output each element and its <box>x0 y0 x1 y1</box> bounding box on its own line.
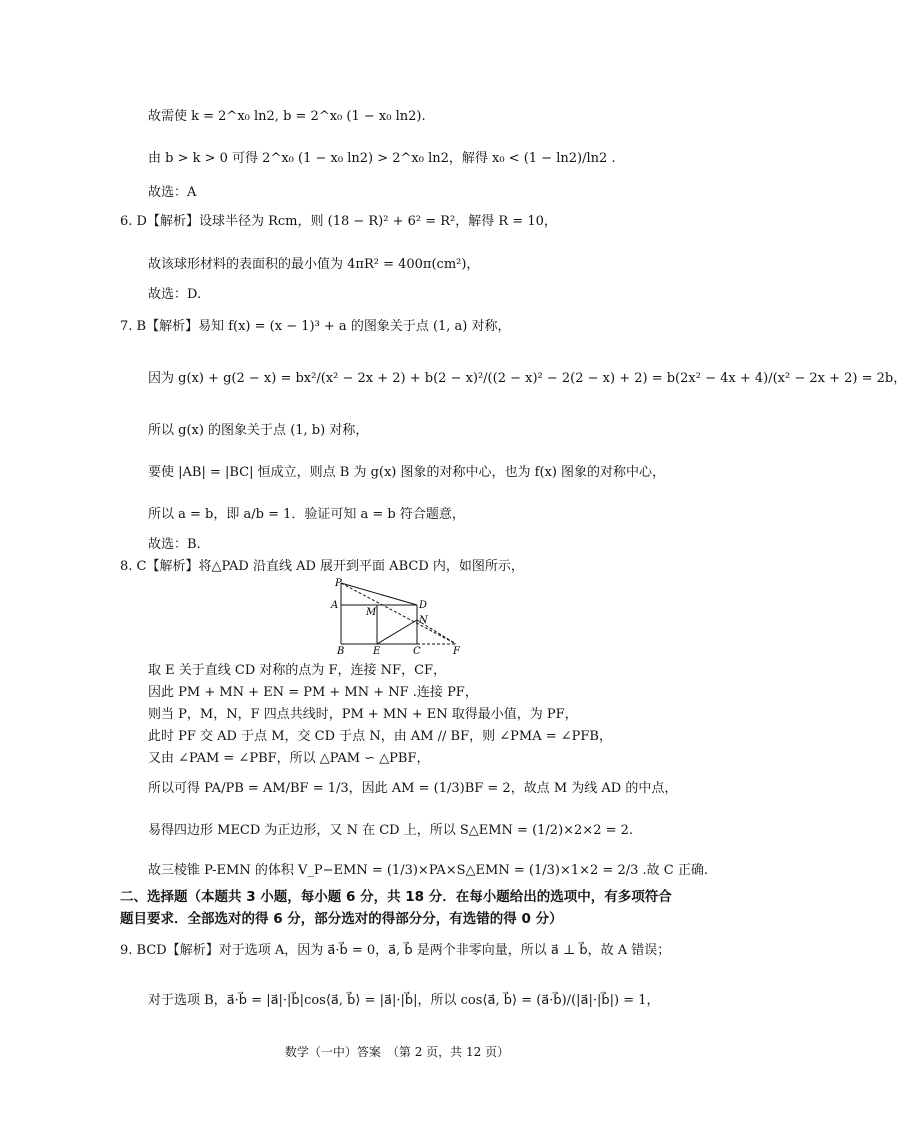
label-E: E <box>373 646 381 657</box>
q9-line-2: 对于选项 B，a⃗·b⃗ = |a⃗|·|b⃗|cos⟨a⃗, b⃗⟩ = |a⃗|·|b⃗|，所以 cos⟨a⃗, b⃗⟩ = (a⃗·b⃗)/(|a⃗|·|b⃗|) = 1， <box>148 993 660 1008</box>
q6-line-3: 故选：D. <box>148 287 202 302</box>
q8-line-5: 此时 PF 交 AD 于点 M，交 CD 于点 N，由 AM // BF，则 ∠PMA = ∠PFB， <box>148 729 612 744</box>
label-P: P <box>335 578 342 589</box>
line-5b: 由 b > k > 0 可得 2^x₀ (1 − x₀ ln2) > 2^x₀ ln2，解得 x₀ < (1 − ln2)/ln2 . <box>148 151 616 166</box>
q8-line-7: 所以可得 PA/PB = AM/BF = 1/3，因此 AM = (1/3)BF = 2，故点 M 为线 AD 的中点， <box>148 781 678 796</box>
label-D: D <box>419 600 428 611</box>
line-5c: 故选：A <box>148 185 197 200</box>
page-footer: 数学（一中）答案 （第 2 页，共 12 页） <box>284 1045 510 1059</box>
dashed-PF <box>341 583 456 644</box>
q6-line-2: 故该球形材料的表面积的最小值为 4πR² = 400π(cm²)， <box>148 257 480 272</box>
q7-line-2: 因为 g(x) + g(2 − x) = bx²/(x² − 2x + 2) + b(2 − x)²/((2 − x)² − 2(2 − x) + 2) = b(2x² − 4x + 4)/(x² − 2x + 2) = 2b， <box>148 371 906 386</box>
q7-line-5: 所以 a = b，即 a/b = 1．验证可知 a = b 符合题意， <box>148 507 465 522</box>
line-5a: 故需使 k = 2^x₀ ln2, b = 2^x₀ (1 − x₀ ln2). <box>148 109 426 124</box>
label-F: F <box>453 646 460 657</box>
segment-PD <box>341 583 417 605</box>
q8-line-3: 因此 PM + MN + EN = PM + MN + NF .连接 PF， <box>148 685 478 700</box>
q8-line-6: 又由 ∠PAM = ∠PBF，所以 △PAM ∽ △PBF， <box>148 751 430 766</box>
q6-line-1: 6. D【解析】设球半径为 Rcm，则 (18 − R)² + 6² = R²，解得 R = 10， <box>120 214 557 229</box>
label-A: A <box>331 600 339 611</box>
section-2-heading-line-2: 题目要求．全部选对的得 6 分，部分选对的得部分分，有选错的得 0 分） <box>120 911 563 927</box>
label-N: N <box>419 615 428 626</box>
q7-line-6: 故选：B. <box>148 537 201 552</box>
q9-line-1: 9. BCD【解析】对于选项 A，因为 a⃗·b⃗ = 0，a⃗, b⃗ 是两个非零向量，所以 a⃗ ⊥ b⃗，故 A 错误； <box>120 943 671 958</box>
label-C: C <box>413 646 421 657</box>
segment-EN <box>377 620 417 644</box>
q8-line-9: 故三棱锥 P-EMN 的体积 V_P−EMN = (1/3)×PA×S△EMN = (1/3)×1×2 = 2/3 .故 C 正确. <box>148 863 708 878</box>
label-B: B <box>337 646 345 657</box>
unfolded-pyramid-figure <box>328 577 470 655</box>
q7-line-4: 要使 |AB| = |BC| 恒成立，则点 B 为 g(x) 图象的对称中心，也为 f(x) 图象的对称中心， <box>148 465 666 480</box>
q8-line-2: 取 E 关于直线 CD 对称的点为 F，连接 NF，CF， <box>148 663 447 678</box>
q8-line-1: 8. C【解析】将△PAD 沿直线 AD 展开到平面 ABCD 内，如图所示， <box>120 559 524 574</box>
q8-line-4: 则当 P，M，N，F 四点共线时，PM + MN + EN 取得最小值，为 PF， <box>148 707 578 722</box>
q8-line-8: 易得四边形 MECD 为正边形，又 N 在 CD 上，所以 S△EMN = (1/2)×2×2 = 2. <box>148 823 634 838</box>
q7-line-3: 所以 g(x) 的图象关于点 (1, b) 对称， <box>148 423 369 438</box>
label-M: M <box>366 607 377 618</box>
section-2-heading-line-1: 二、选择题（本题共 3 小题，每小题 6 分，共 18 分．在每小题给出的选项中，有多项符合 <box>120 889 672 905</box>
q7-line-1: 7. B【解析】易知 f(x) = (x − 1)³ + a 的图象关于点 (1, a) 对称， <box>120 319 511 334</box>
